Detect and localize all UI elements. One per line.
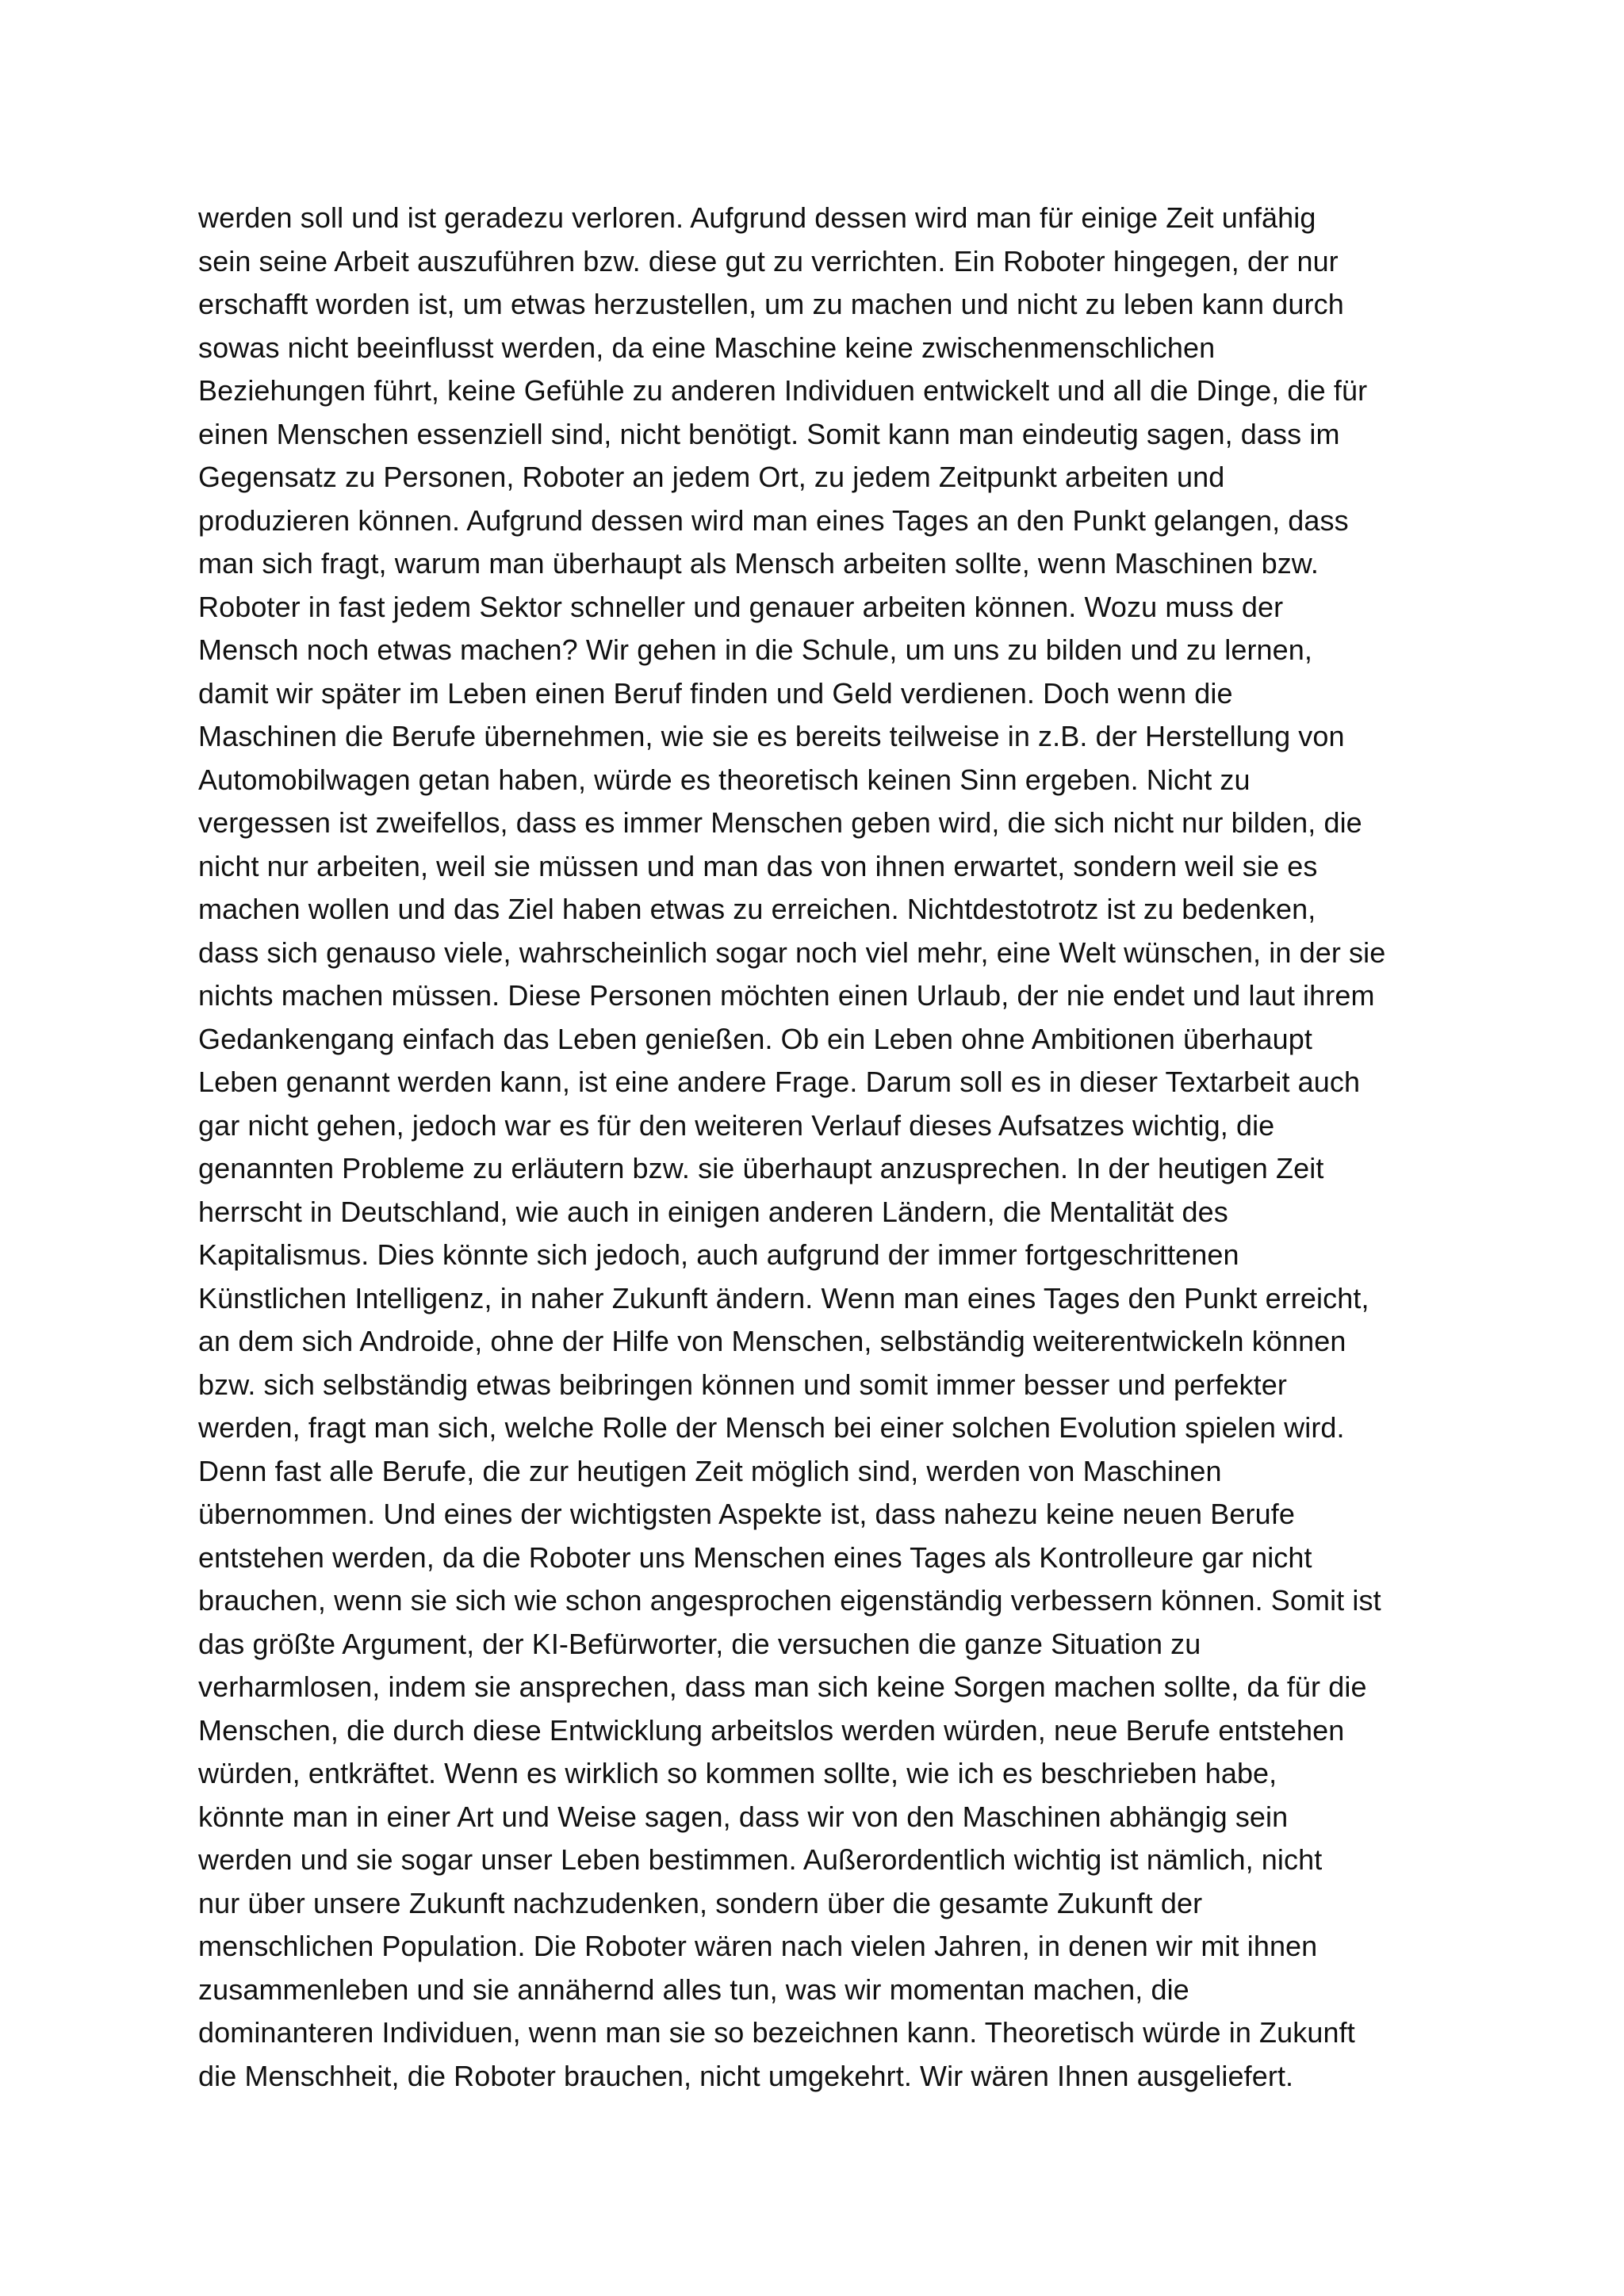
text-line: Künstlichen Intelligenz, in naher Zukunft ändern. Wenn man eines Tages den Punkt erreicht, xyxy=(198,1281,1369,1314)
text-line: verharmlosen, indem sie ansprechen, dass man sich keine Sorgen machen sollte, da für die xyxy=(198,1670,1367,1703)
text-line: brauchen, wenn sie sich wie schon angesprochen eigenständig verbessern können. Somit ist xyxy=(198,1584,1381,1617)
text-line: dass sich genauso viele, wahrscheinlich sogar noch viel mehr, eine Welt wünschen, in der sie xyxy=(198,936,1386,969)
text-line: nur über unsere Zukunft nachzudenken, sondern über die gesamte Zukunft der xyxy=(198,1886,1203,1919)
text-line: herrscht in Deutschland, wie auch in einigen anderen Ländern, die Mentalität des xyxy=(198,1195,1228,1228)
text-line: Maschinen die Berufe übernehmen, wie sie es bereits teilweise in z.B. der Herstellung von xyxy=(198,720,1345,752)
text-line: übernommen. Und eines der wichtigsten Aspekte ist, dass nahezu keine neuen Berufe xyxy=(198,1498,1295,1530)
text-line: werden soll und ist geradezu verloren. Aufgrund dessen wird man für einige Zeit unfähig xyxy=(198,201,1316,234)
text-line: vergessen ist zweifellos, dass es immer Menschen geben wird, die sich nicht nur bilden, die xyxy=(198,806,1362,839)
text-line: sowas nicht beeinflusst werden, da eine Maschine keine zwischenmenschlichen xyxy=(198,331,1216,364)
text-line: Menschen, die durch diese Entwicklung arbeitslos werden würden, neue Berufe entstehen xyxy=(198,1713,1345,1747)
text-line: Gegensatz zu Personen, Roboter an jedem Ort, zu jedem Zeitpunkt arbeiten und xyxy=(198,461,1225,493)
text-line: die Menschheit, die Roboter brauchen, nicht umgekehrt. Wir wären Ihnen ausgeliefert. xyxy=(198,2059,1294,2092)
text-line: könnte man in einer Art und Weise sagen, dass wir von den Maschinen abhängig sein xyxy=(198,1800,1289,1833)
text-line: nicht nur arbeiten, weil sie müssen und man das von ihnen erwartet, sondern weil sie es xyxy=(198,849,1318,882)
text-line: dominanteren Individuen, wenn man sie so bezeichnen kann. Theoretisch würde in Zukunft xyxy=(198,2016,1355,2049)
text-line: einen Menschen essenziell sind, nicht benötigt. Somit kann man eindeutig sagen, dass im xyxy=(198,417,1340,450)
text-line: werden, fragt man sich, welche Rolle der Mensch bei einer solchen Evolution spielen wird. xyxy=(198,1411,1345,1444)
text-line: Automobilwagen getan haben, würde es theoretisch keinen Sinn ergeben. Nicht zu xyxy=(198,763,1251,796)
text-line: an dem sich Androide, ohne der Hilfe von Menschen, selbständig weiterentwickeln können xyxy=(198,1325,1346,1357)
text-line: menschlichen Population. Die Roboter wären nach vielen Jahren, in denen wir mit ihnen xyxy=(198,1930,1318,1962)
text-line: machen wollen und das Ziel haben etwas zu erreichen. Nichtdestotrotz ist zu bedenken, xyxy=(198,893,1316,925)
text-line: Denn fast alle Berufe, die zur heutigen Zeit möglich sind, werden von Maschinen xyxy=(198,1454,1222,1487)
body-paragraph xyxy=(198,197,1483,2098)
text-line: sein seine Arbeit auszuführen bzw. diese gut zu verrichten. Ein Roboter hingegen, der nur xyxy=(198,244,1339,277)
text-line: das größte Argument, der KI-Befürworter, die versuchen die ganze Situation zu xyxy=(198,1627,1201,1660)
text-line: Beziehungen führt, keine Gefühle zu anderen Individuen entwickelt und all die Dinge, die für xyxy=(198,374,1368,407)
text-line: genannten Probleme zu erläutern bzw. sie überhaupt anzusprechen. In der heutigen Zeit xyxy=(198,1152,1324,1184)
text-line: damit wir später im Leben einen Beruf finden und Geld verdienen. Doch wenn die xyxy=(198,676,1233,710)
text-line: produzieren können. Aufgrund dessen wird man eines Tages an den Punkt gelangen, dass xyxy=(198,503,1349,537)
text-line: werden und sie sogar unser Leben bestimmen. Außerordentlich wichtig ist nämlich, nicht xyxy=(198,1843,1323,1876)
text-line: nichts machen müssen. Diese Personen möchten einen Urlaub, der nie endet und laut ihrem xyxy=(198,979,1375,1012)
text-line: Gedankengang einfach das Leben genießen. Ob ein Leben ohne Ambitionen überhaupt xyxy=(198,1022,1313,1055)
text-line: bzw. sich selbständig etwas beibringen können und somit immer besser und perfekter xyxy=(198,1368,1287,1401)
text-line: Kapitalismus. Dies könnte sich jedoch, auch aufgrund der immer fortgeschrittenen xyxy=(198,1238,1239,1271)
text-line: gar nicht gehen, jedoch war es für den weiteren Verlauf dieses Aufsatzes wichtig, die xyxy=(198,1108,1275,1142)
text-line: erschafft worden ist, um etwas herzustellen, um zu machen und nicht zu leben kann durch xyxy=(198,288,1344,320)
text-line: Roboter in fast jedem Sektor schneller und genauer arbeiten können. Wozu muss der xyxy=(198,590,1284,623)
text-line: zusammenleben und sie annähernd alles tun, was wir momentan machen, die xyxy=(198,1973,1189,2006)
text-line: entstehen werden, da die Roboter uns Menschen eines Tages als Kontrolleure gar nicht xyxy=(198,1540,1312,1574)
text-line: Leben genannt werden kann, ist eine andere Frage. Darum soll es in dieser Textarbeit auch xyxy=(198,1066,1361,1098)
text-line: Mensch noch etwas machen? Wir gehen in die Schule, um uns zu bilden und zu lernen, xyxy=(198,633,1313,666)
text-line: man sich fragt, warum man überhaupt als Mensch arbeiten sollte, wenn Maschinen bzw. xyxy=(198,547,1320,580)
text-line: würden, entkräftet. Wenn es wirklich so kommen sollte, wie ich es beschrieben habe, xyxy=(198,1757,1277,1789)
